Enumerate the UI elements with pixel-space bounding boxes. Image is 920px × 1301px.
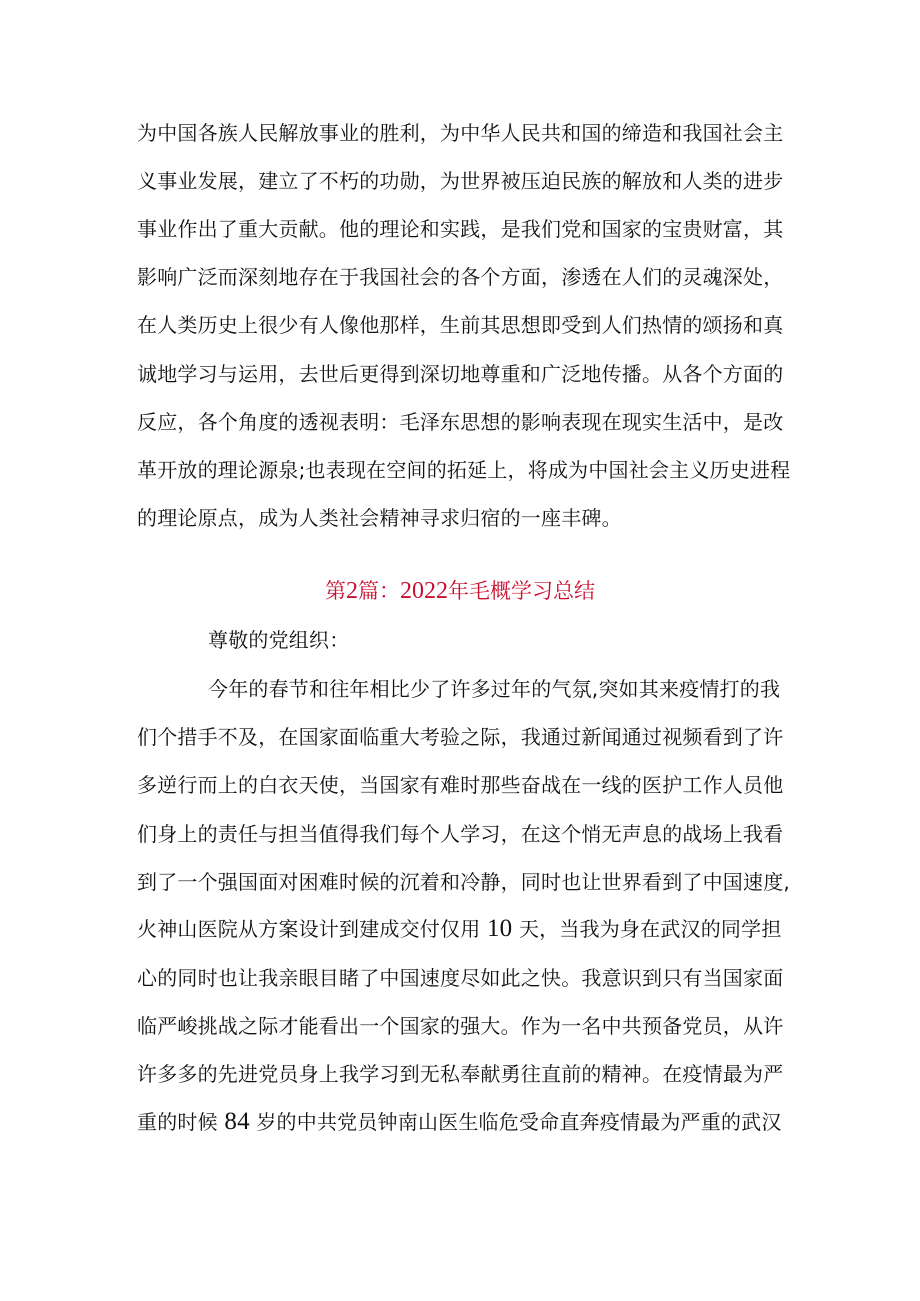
- line-text: 岁的中共党员钟南山医生临危受命直奔疫情最为严重的武汉: [256, 1110, 782, 1134]
- paragraph-line: 反应，各个角度的透视表明：毛泽东思想的影响表现在现实生活中，是改: [137, 410, 784, 434]
- paragraph-line: 事业作出了重大贡献。他的理论和实践，是我们党和国家的宝贵财富，其: [137, 217, 784, 241]
- paragraph-line: 们身上的责任与担当值得我们每个人学习，在这个悄无声息的战场上我看: [137, 822, 784, 846]
- section-heading: [0, 578, 920, 604]
- line-text: 重的时候: [137, 1110, 218, 1134]
- paragraph-line: 革开放的理论源泉;也表现在空间的拓延上，将成为中国社会主义历史进程: [137, 458, 791, 482]
- paragraph-line: 许多多的先进党员身上我学习到无私奉献勇往直前的精神。在疫情最为严: [137, 1062, 784, 1086]
- paragraph-line: [137, 1110, 797, 1134]
- heading-prefix: 第: [325, 579, 346, 603]
- paragraph-line: 诚地学习与运用，去世后更得到深切地尊重和广泛地传播。从各个方面的: [137, 362, 784, 386]
- paragraph-line: [137, 917, 797, 941]
- paragraph-line: 们个措手不及，在国家面临重大考验之际，我通过新闻通过视频看到了许: [137, 725, 784, 749]
- line-text: 天，当我为身在武汉的同学担: [518, 917, 782, 941]
- paragraph-line: 的理论原点，成为人类社会精神寻求归宿的一座丰碑。: [137, 506, 622, 530]
- paragraph-line: 到了一个强国面对困难时候的沉着和冷静，同时也让世界看到了中国速度,: [137, 870, 790, 894]
- heading-year: 2022: [400, 578, 448, 604]
- number-text: 10: [486, 915, 513, 942]
- paragraph-line: 在人类历史上很少有人像他那样，生前其思想即受到人们热情的颂扬和真: [137, 313, 784, 337]
- salutation: 尊敬的党组织：: [208, 628, 350, 652]
- paragraph-line: 临严峻挑战之际才能看出一个国家的强大。作为一名中共预备党员，从许: [137, 1014, 784, 1038]
- paragraph-line: 今年的春节和往年相比少了许多过年的气氛,突如其来疫情打的我: [208, 677, 781, 701]
- heading-suffix: 年毛概学习总结: [448, 579, 595, 603]
- paragraph-line: 为中国各族人民解放事业的胜利，为中华人民共和国的缔造和我国社会主: [137, 121, 784, 145]
- heading-mid: 篇：: [358, 579, 400, 603]
- paragraph-line: 心的同时也让我亲眼目睹了中国速度尽如此之快。我意识到只有当国家面: [137, 966, 784, 990]
- paragraph-line: 影响广泛而深刻地存在于我国社会的各个方面，渗透在人们的灵魂深处，: [137, 265, 784, 289]
- heading-number: 2: [346, 578, 358, 604]
- line-text: 火神山医院从方案设计到建成交付仅用: [137, 917, 481, 941]
- number-text: 84: [224, 1108, 250, 1135]
- paragraph-line: 义事业发展，建立了不朽的功勋，为世界被压迫民族的解放和人类的进步: [137, 169, 784, 193]
- paragraph-line: 多逆行而上的白衣天使，当国家有难时那些奋战在一线的医护工作人员他: [137, 773, 784, 797]
